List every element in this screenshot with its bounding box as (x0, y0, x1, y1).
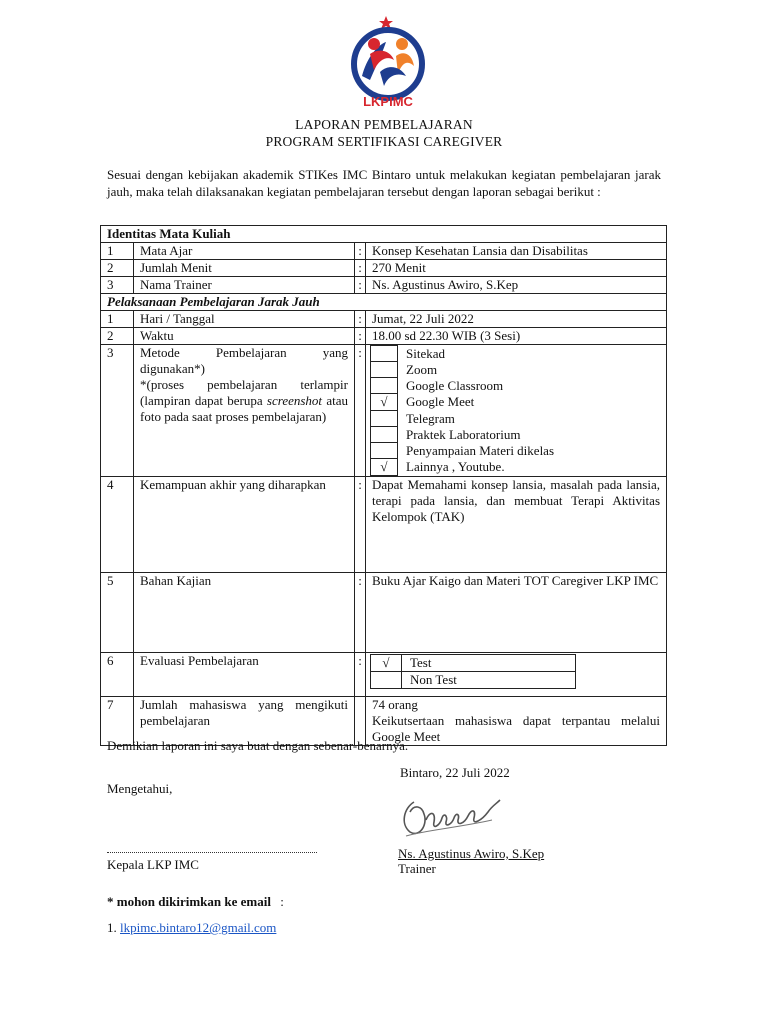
signature-image (396, 790, 518, 848)
keikutsertaan-value: Keikutsertaan mahasiswa dapat terpantau melalui Google Meet (372, 713, 660, 744)
table-row: 7 Jumlah mahasiswa yang mengikuti pembelajaran 74 orang Keikutsertaan mahasiswa dapat terpantau melalui Google Meet (101, 697, 667, 746)
metode-label: Metode Pembelajaran yang digunakan*) (140, 345, 348, 376)
table-row: 6 Evaluasi Pembelajaran : √ Test Non Test (101, 653, 667, 697)
section-identitas: Identitas Mata Kuliah (101, 226, 667, 243)
table-row: 4 Kemampuan akhir yang diharapkan : Dapat Memahami konsep lansia, masalah pada lansia, terapi pada lansia, dan membuat Terapi Aktivitas Kelompok (TAK) (101, 477, 667, 573)
signer-left-role: Kepala LKP IMC (107, 857, 199, 872)
nama-trainer-value: Ns. Agustinus Awiro, S.Kep (366, 277, 667, 294)
checkbox-google-meet[interactable]: √ (371, 394, 398, 411)
signer-right-role: Trainer (398, 861, 436, 876)
list-item: Non Test (371, 672, 576, 689)
list-item: Google Classroom (371, 378, 660, 394)
table-row: 1 Hari / Tanggal : Jumat, 22 Juli 2022 (101, 311, 667, 328)
checkbox-test[interactable]: √ (371, 655, 402, 672)
checkbox-google-classroom[interactable] (371, 378, 398, 394)
list-item: Zoom (371, 362, 660, 378)
table-row: 2 Waktu : 18.00 sd 22.30 WIB (3 Sesi) (101, 328, 667, 345)
doc-title-line2: PROGRAM SERTIFIKASI CAREGIVER (265, 134, 503, 149)
table-row: 3 Nama Trainer : Ns. Agustinus Awiro, S.Kep (101, 277, 667, 294)
signature-line-left (107, 852, 317, 853)
list-item: √ Google Meet (371, 394, 660, 411)
metode-options (370, 345, 660, 476)
checkbox-telegram[interactable] (371, 411, 398, 427)
mata-ajar-value: Konsep Kesehatan Lansia dan Disabilitas (366, 243, 667, 260)
signer-right-name: Ns. Agustinus Awiro, S.Kep (398, 846, 545, 861)
kemampuan-value: Dapat Memahami konsep lansia, masalah pada lansia, terapi pada lansia, dan membuat Terapi Aktivitas Kelompok (TAK) (366, 477, 667, 573)
list-item: √ Lainnya , Youtube. (371, 459, 660, 476)
table-row: 1 Mata Ajar : Konsep Kesehatan Lansia dan Disabilitas (101, 243, 667, 260)
list-item: Praktek Laboratorium (371, 427, 660, 443)
report-table (100, 225, 667, 746)
doc-title-line1: LAPORAN PEMBELAJARAN (295, 117, 473, 132)
email-note: * mohon dikirimkan ke email : (107, 894, 284, 909)
bahan-kajian-value: Buku Ajar Kaigo dan Materi TOT Caregiver LKP IMC (366, 573, 667, 653)
list-item: Sitekad (371, 346, 660, 362)
checkbox-lainnya[interactable]: √ (371, 459, 398, 476)
waktu-value: 18.00 sd 22.30 WIB (3 Sesi) (366, 328, 667, 345)
list-item: Telegram (371, 411, 660, 427)
email-link[interactable]: lkpimc.bintaro12@gmail.com (120, 920, 277, 935)
jumlah-mahasiswa-value: 74 orang (372, 697, 418, 712)
checkbox-sitekad[interactable] (371, 346, 398, 362)
evaluasi-options (370, 654, 576, 689)
metode-note: *(proses pembelajaran terlampir (lampiran dapat berupa screenshot atau foto pada saat proses pembelajaran) (140, 377, 348, 424)
list-item: Penyampaian Materi dikelas (371, 443, 660, 459)
table-row: 3 Metode Pembelajaran yang digunakan*) *(proses pembelajaran terlampir (lampiran dapat berupa screenshot atau foto pada saat proses pembelajaran) : Sitekad Zoom Google Classroom √ Google Meet Telegram Praktek Laboratorium Penyampaian Materi dikelas √ Lainnya , Youtube. (101, 345, 667, 477)
intro-paragraph: Sesuai dengan kebijakan akademik STIKes IMC Bintaro untuk melakukan kegiatan pembelajaran jarak jauh, maka telah dilaksanakan kegiatan pembelajaran tersebut dengan laporan sebagai berikut : (107, 167, 661, 199)
place-date: Bintaro, 22 Juli 2022 (400, 765, 510, 780)
email-item: 1. lkpimc.bintaro12@gmail.com (107, 920, 277, 935)
jumlah-menit-value: 270 Menit (366, 260, 667, 277)
checkbox-non-test[interactable] (371, 672, 402, 689)
table-row: 5 Bahan Kajian : Buku Ajar Kaigo dan Materi TOT Caregiver LKP IMC (101, 573, 667, 653)
checkbox-praktek-lab[interactable] (371, 427, 398, 443)
list-item: √ Test (371, 655, 576, 672)
logo-text: LKPIMC (363, 94, 413, 109)
mengetahui-label: Mengetahui, (107, 781, 173, 796)
checkbox-materi-dikelas[interactable] (371, 443, 398, 459)
hari-tanggal-value: Jumat, 22 Juli 2022 (366, 311, 667, 328)
section-pelaksanaan: Pelaksanaan Pembelajaran Jarak Jauh (101, 294, 667, 311)
closing-statement: Demikian laporan ini saya buat dengan sebenar-benarnya. (107, 738, 409, 753)
checkbox-zoom[interactable] (371, 362, 398, 378)
table-row: 2 Jumlah Menit : 270 Menit (101, 260, 667, 277)
lkpimc-logo (340, 14, 436, 110)
